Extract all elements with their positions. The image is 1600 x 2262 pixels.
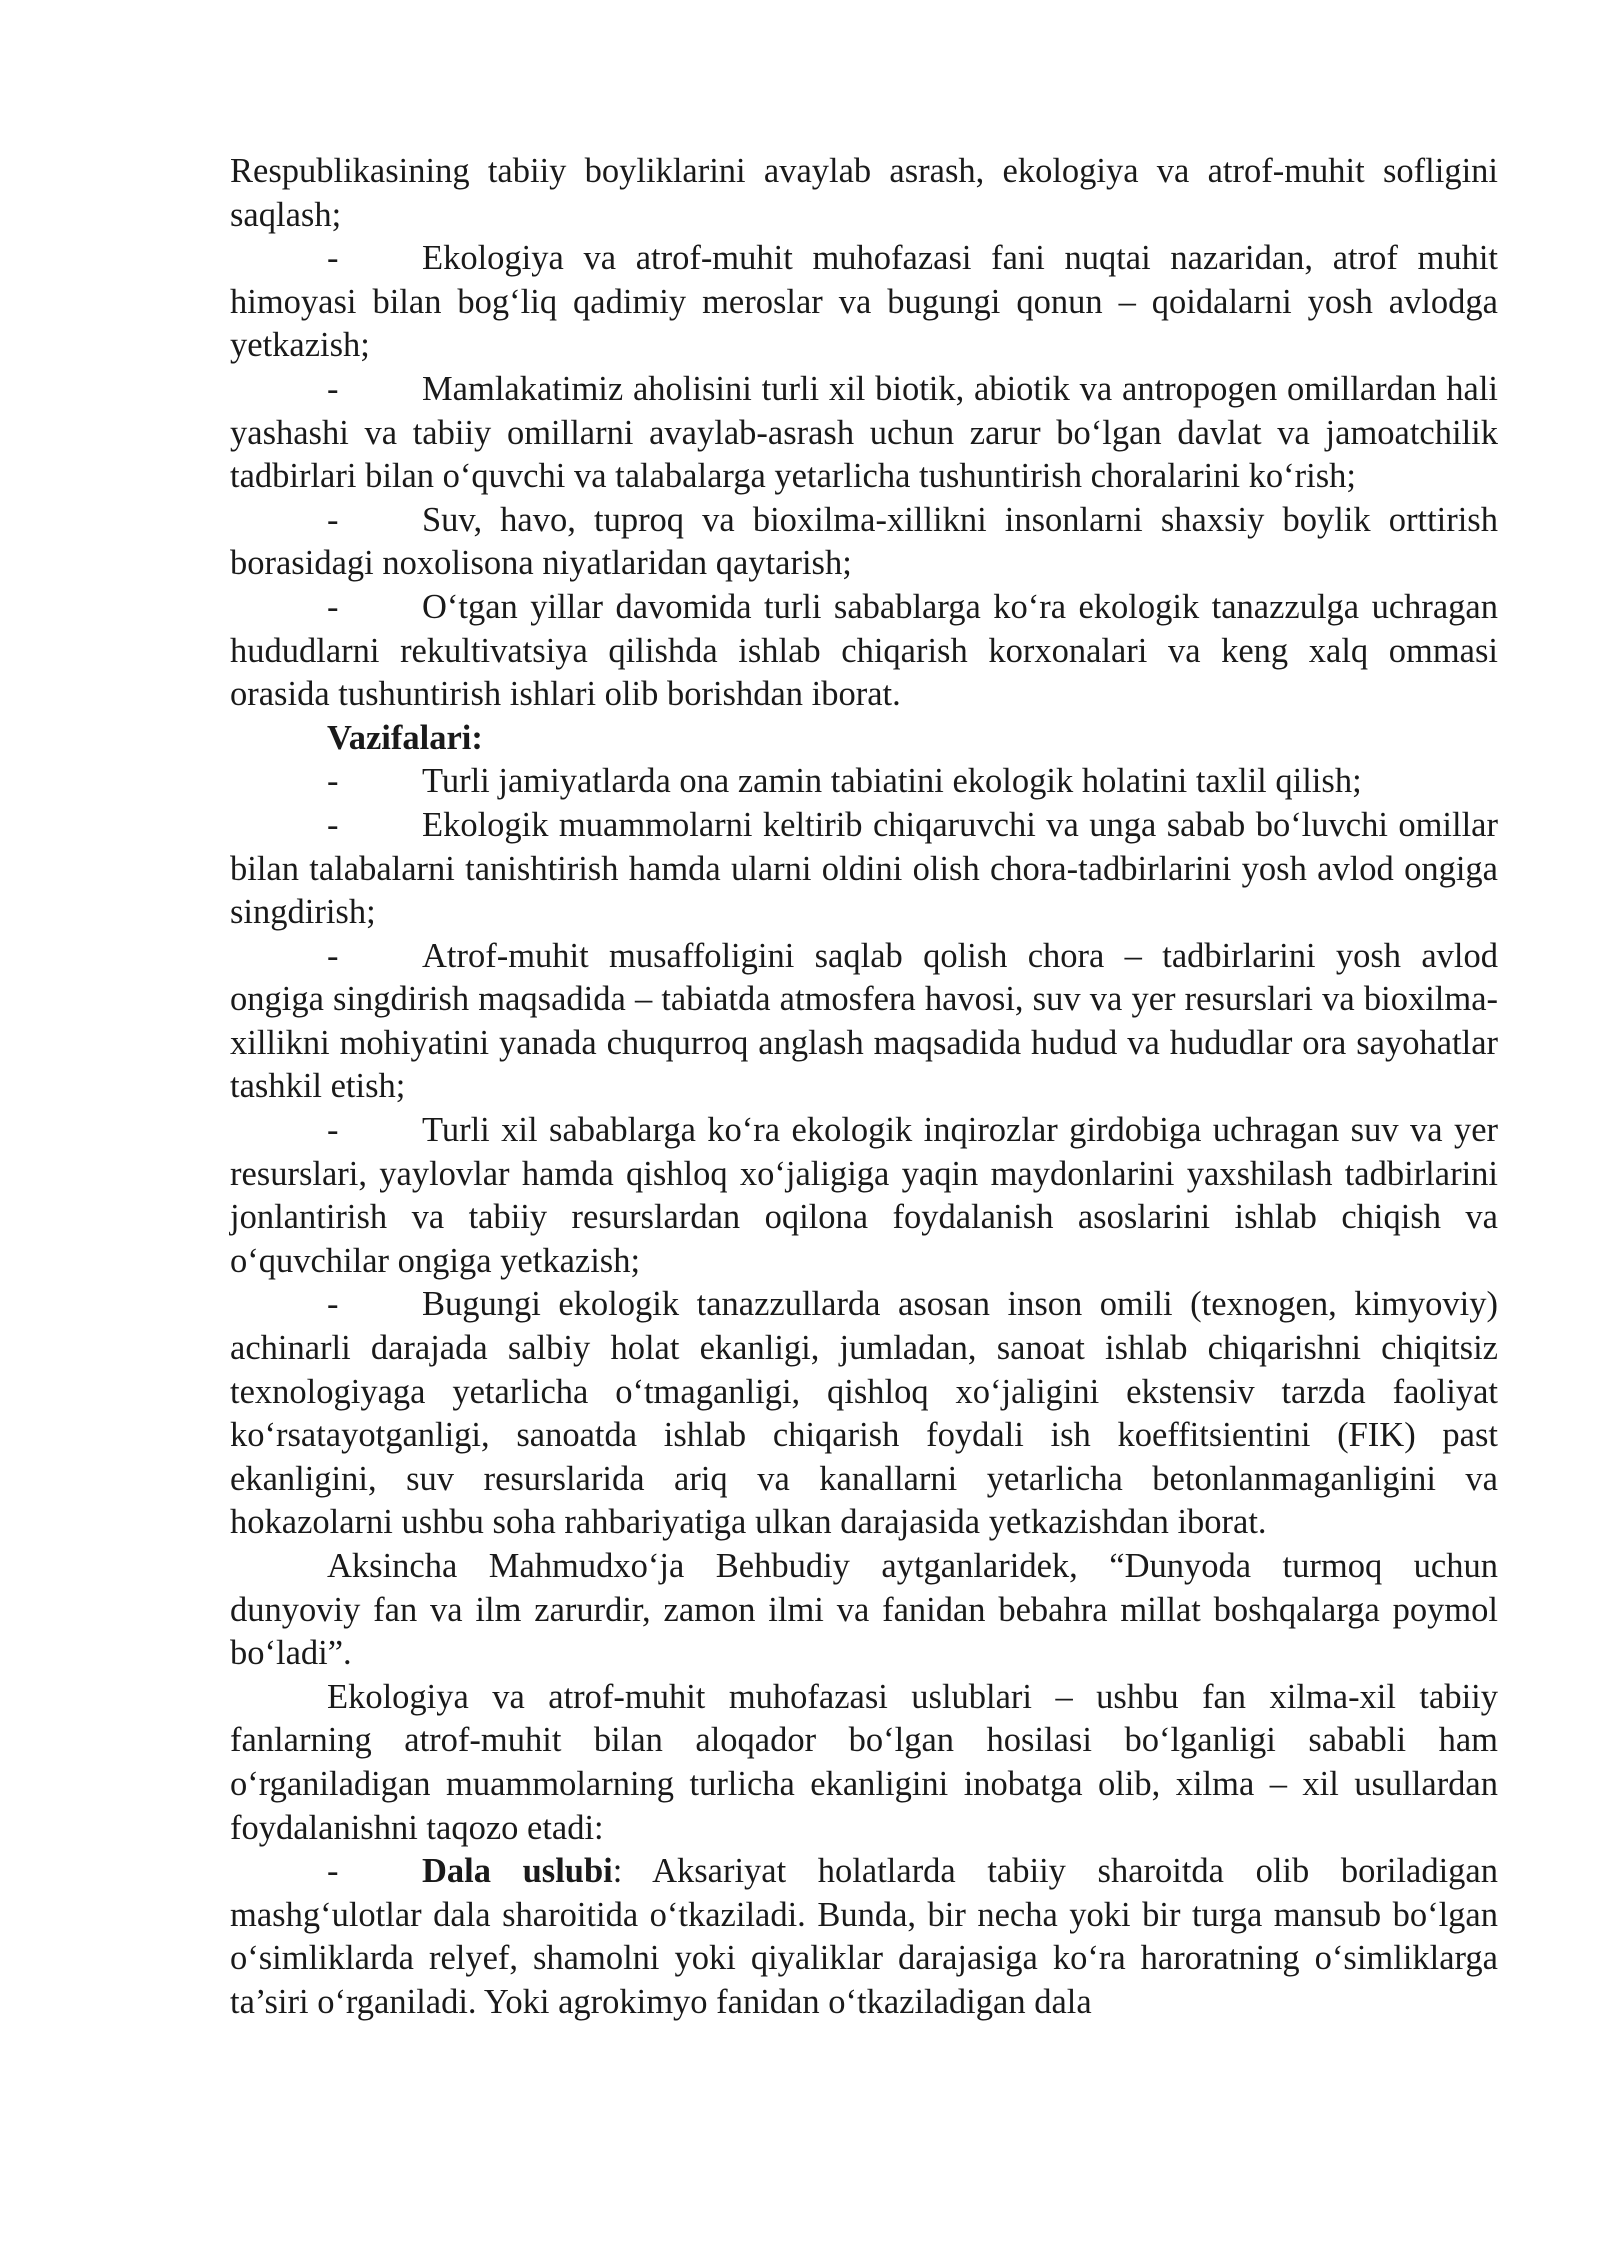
dash-marker: - <box>327 762 339 801</box>
list-item <box>230 368 1498 499</box>
dash-marker: - <box>327 239 339 278</box>
list-item-text: Ekologik muammolarni keltirib chiqaruvchi va unga sabab bo‘luvchi omillar bilan talabalarni tanishtirish hamda ularni oldini olish chora-tadbirlarini yosh avlod ongiga singdirish; <box>230 805 1498 932</box>
heading-text: Vazifalari: <box>327 718 483 757</box>
paragraph-intro: Respublikasining tabiiy boyliklarini avaylab asrash, ekologiya va atrof-muhit sofligini saqlash; <box>230 152 1498 234</box>
list-item-text: Bugungi ekologik tanazzullarda asosan inson omili (texnogen, kimyoviy) achinarli darajada salbiy holat ekanligi, jumladan, sanoat ishlab chiqarishni chiqitsiz texnologiyaga yetarlicha o‘tmaganligi, qishloq xo‘jaligini ekstensiv tarzda faoliyat ko‘rsatayotganligi, sanoatda ishlab chiqarish foydali ish koeffitsientini (FIK) past ekanligini, suv resurslarida ariq va kanallarni yetarlicha betonlanmaganligini va hokazolarni ushbu soha rahbariyatiga ulkan darajasida yetkazishdan iborat. <box>230 1285 1498 1542</box>
list-item <box>230 237 1498 368</box>
section-heading <box>230 717 1498 761</box>
list-item-text: Ekologiya va atrof-muhit muhofazasi fani nuqtai nazaridan, atrof muhit himoyasi bilan bog‘liq qadimiy meroslar va bugungi qonun – qoidalarni yosh avlodga yetkazish; <box>230 239 1498 365</box>
list-item <box>230 586 1498 717</box>
list-item-text: O‘tgan yillar davomida turli sabablarga ko‘ra ekologik tanazzulga uchragan hududlarni rekultivatsiya qilishda ishlab chiqarish korxonalari va keng xalq ommasi orasida tushuntirish ishlari olib borishdan iborat. <box>230 587 1498 714</box>
list-item-text: Turli xil sabablarga ko‘ra ekologik inqirozlar girdobiga uchragan suv va yer resurslari, yaylovlar hamda qishloq xo‘jaligiga yaqin maydonlarini yaxshilash tadbirlarini jonlantirish va tabiiy resurslardan oqilona foydalanish asoslarini ishlab chiqish va o‘quvchilar ongiga yetkazish; <box>230 1111 1498 1280</box>
dash-marker: - <box>327 500 339 539</box>
list-item-text: Suv, havo, tuproq va bioxilma-xillikni insonlarni shaxsiy boylik orttirish borasidagi noxolisona niyatlaridan qaytarish; <box>230 500 1498 583</box>
dash-marker: - <box>327 587 339 626</box>
list-item-text: : Aksariyat holatlarda tabiiy sharoitda olib boriladigan mashg‘ulotlar dala sharoitida o‘tkaziladi. Bunda, bir necha yoki bir turga mansub bo‘lgan o‘simliklarda relyef, shamolni yoki qiyaliklar darajasiga ko‘ra haroratning o‘simliklarga ta’siri o‘rganiladi. Yoki agrokimyo fanidan o‘tkaziladigan dala <box>230 1852 1498 2021</box>
paragraph-methods: Ekologiya va atrof-muhit muhofazasi uslublari – ushbu fan xilma-xil tabiiy fanlarning atrof-muhit bilan aloqador bo‘lgan hosilasi bo‘lganligi sababli ham o‘rganiladigan muammolarning turlicha ekanligini inobatga olib, xilma – xil usullardan foydalanishni taqozo etadi: <box>230 1677 1498 1847</box>
list-item-text: Turli jamiyatlarda ona zamin tabiatini ekologik holatini taxlil qilish; <box>422 762 1362 801</box>
dash-marker: - <box>327 1285 339 1324</box>
dash-marker: - <box>327 1111 339 1150</box>
dash-marker: - <box>327 1852 339 1891</box>
paragraph-quote: Aksincha Mahmudxo‘ja Behbudiy aytganlaridek, “Dunyoda turmoq uchun dunyoviy fan va ilm zarurdir, zamon ilmi va fanidan bebahra millat boshqalarga poymol bo‘ladi”. <box>230 1547 1498 1673</box>
dash-marker: - <box>327 805 339 844</box>
method-term: Dala uslubi <box>422 1852 613 1891</box>
list-item <box>230 760 1498 804</box>
list-item <box>230 499 1498 586</box>
list-item-text: Mamlakatimiz aholisini turli xil biotik, abiotik va antropogen omillardan hali yashashi va tabiiy omillarni avaylab-asrash uchun zarur bo‘lgan davlat va jamoatchilik tadbirlari bilan o‘quvchi va talabalarga yetarlicha tushuntirish choralarini ko‘rish; <box>230 369 1498 496</box>
list-item <box>230 1109 1498 1283</box>
list-item-text: Atrof-muhit musaffoligini saqlab qolish chora – tadbirlarini yosh avlod ongiga singdirish maqsadida – tabiatda atmosfera havosi, suv va yer resurslari va bioxilma-xillikni mohiyatini yanada chuqurroq anglash maqsadida hudud va hududlar ora sayohatlar tashkil etish; <box>230 936 1498 1106</box>
dash-marker: - <box>327 936 339 975</box>
list-item-field-method <box>230 1850 1498 2024</box>
dash-marker: - <box>327 369 339 408</box>
document-body <box>230 150 1498 2025</box>
list-item <box>230 935 1498 1109</box>
list-item <box>230 1283 1498 1545</box>
list-item <box>230 804 1498 935</box>
